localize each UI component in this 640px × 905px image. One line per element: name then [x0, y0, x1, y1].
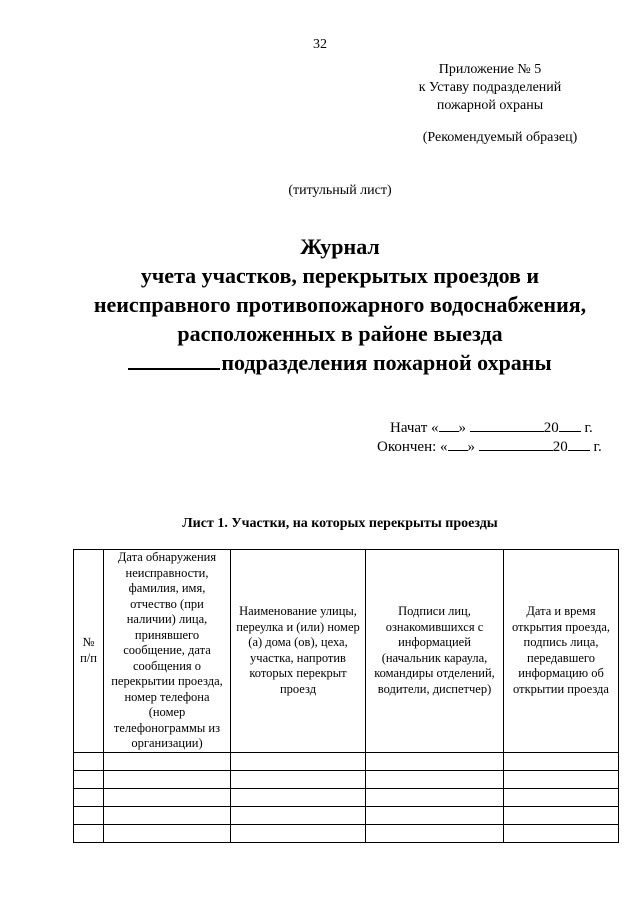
year-prefix: 20	[552, 439, 568, 455]
table-row	[74, 788, 619, 806]
quote-close: »	[458, 420, 467, 436]
table-cell[interactable]	[104, 752, 231, 770]
appendix-line: к Уставу подразделений	[418, 80, 562, 95]
year-suffix: г.	[584, 420, 593, 436]
table-cell[interactable]	[104, 770, 231, 788]
table-cell[interactable]	[74, 824, 104, 842]
table-cell[interactable]	[366, 806, 504, 824]
page-number: 32	[313, 37, 327, 52]
table-row	[74, 806, 619, 824]
table-cell[interactable]	[231, 788, 366, 806]
started-date-row	[377, 418, 602, 437]
table-cell[interactable]	[104, 806, 231, 824]
title-sheet-label: (титульный лист)	[288, 183, 392, 198]
table-cell[interactable]	[104, 824, 231, 842]
table-row	[74, 770, 619, 788]
table-cell[interactable]	[504, 770, 619, 788]
table-row	[74, 752, 619, 770]
table-cell[interactable]	[366, 824, 504, 842]
table-header-row	[74, 550, 619, 753]
table-cell[interactable]	[504, 806, 619, 824]
column-header: Наименование улицы, переулка и (или) номер (а) дома (ов), цеха, участка, напротив которых перекрыт проезд	[231, 550, 366, 753]
started-label: Начат «	[390, 420, 439, 436]
table-cell[interactable]	[366, 770, 504, 788]
table-cell[interactable]	[74, 770, 104, 788]
column-header: Дата обнаружения неисправности, фамилия, имя, отчество (при наличии) лица, принявшего сообщение, дата сообщения о перекрытии проезда, номер телефона (номер телефонограммы из организации)	[104, 550, 231, 753]
table-cell[interactable]	[231, 806, 366, 824]
started-day-blank[interactable]	[439, 418, 459, 432]
table-cell[interactable]	[504, 752, 619, 770]
table-cell[interactable]	[366, 752, 504, 770]
appendix-note	[405, 61, 575, 115]
table-cell[interactable]	[504, 788, 619, 806]
journal-title-line	[40, 348, 640, 377]
table-cell[interactable]	[74, 806, 104, 824]
column-header: Дата и время открытия проезда, подпись лица, передавшего информацию об открытии проезда	[504, 550, 619, 753]
quote-close: »	[467, 439, 476, 455]
journal-title-line: неисправного противопожарного водоснабжения,	[93, 292, 587, 317]
table-cell[interactable]	[504, 824, 619, 842]
journal-title-line: Журнал	[300, 234, 380, 259]
table-row	[74, 824, 619, 842]
sample-note: (Рекомендуемый образец)	[422, 130, 578, 145]
table-cell[interactable]	[74, 788, 104, 806]
year-suffix: г.	[593, 439, 602, 455]
finished-year-blank[interactable]	[568, 437, 590, 451]
dates-block	[377, 418, 602, 456]
column-header: № п/п	[74, 550, 104, 753]
column-header: Подписи лиц, ознакомившихся с информацией (начальник караула, командиры отделений, водители, диспетчер)	[366, 550, 504, 753]
sheet-title: Лист 1. Участки, на которых перекрыты проезды	[182, 516, 498, 531]
unit-name-blank[interactable]	[128, 350, 220, 370]
table-cell[interactable]	[366, 788, 504, 806]
register-table	[73, 549, 619, 843]
journal-title-line: расположенных в районе выезда	[177, 321, 503, 346]
appendix-line: Приложение № 5	[438, 62, 542, 77]
year-prefix: 20	[543, 420, 559, 436]
finished-day-blank[interactable]	[448, 437, 468, 451]
table-cell[interactable]	[231, 752, 366, 770]
table-cell[interactable]	[104, 788, 231, 806]
finished-label: Окончен: «	[377, 439, 448, 455]
appendix-line: пожарной охраны	[436, 98, 544, 113]
table-cell[interactable]	[231, 770, 366, 788]
started-month-blank[interactable]	[470, 418, 544, 432]
finished-month-blank[interactable]	[479, 437, 553, 451]
table-cell[interactable]	[231, 824, 366, 842]
started-year-blank[interactable]	[559, 418, 581, 432]
journal-title-line: учета участков, перекрытых проездов и	[140, 263, 540, 288]
journal-title	[40, 232, 640, 377]
journal-title-unit: подразделения пожарной охраны	[221, 350, 552, 375]
finished-date-row	[377, 437, 602, 456]
table-cell[interactable]	[74, 752, 104, 770]
